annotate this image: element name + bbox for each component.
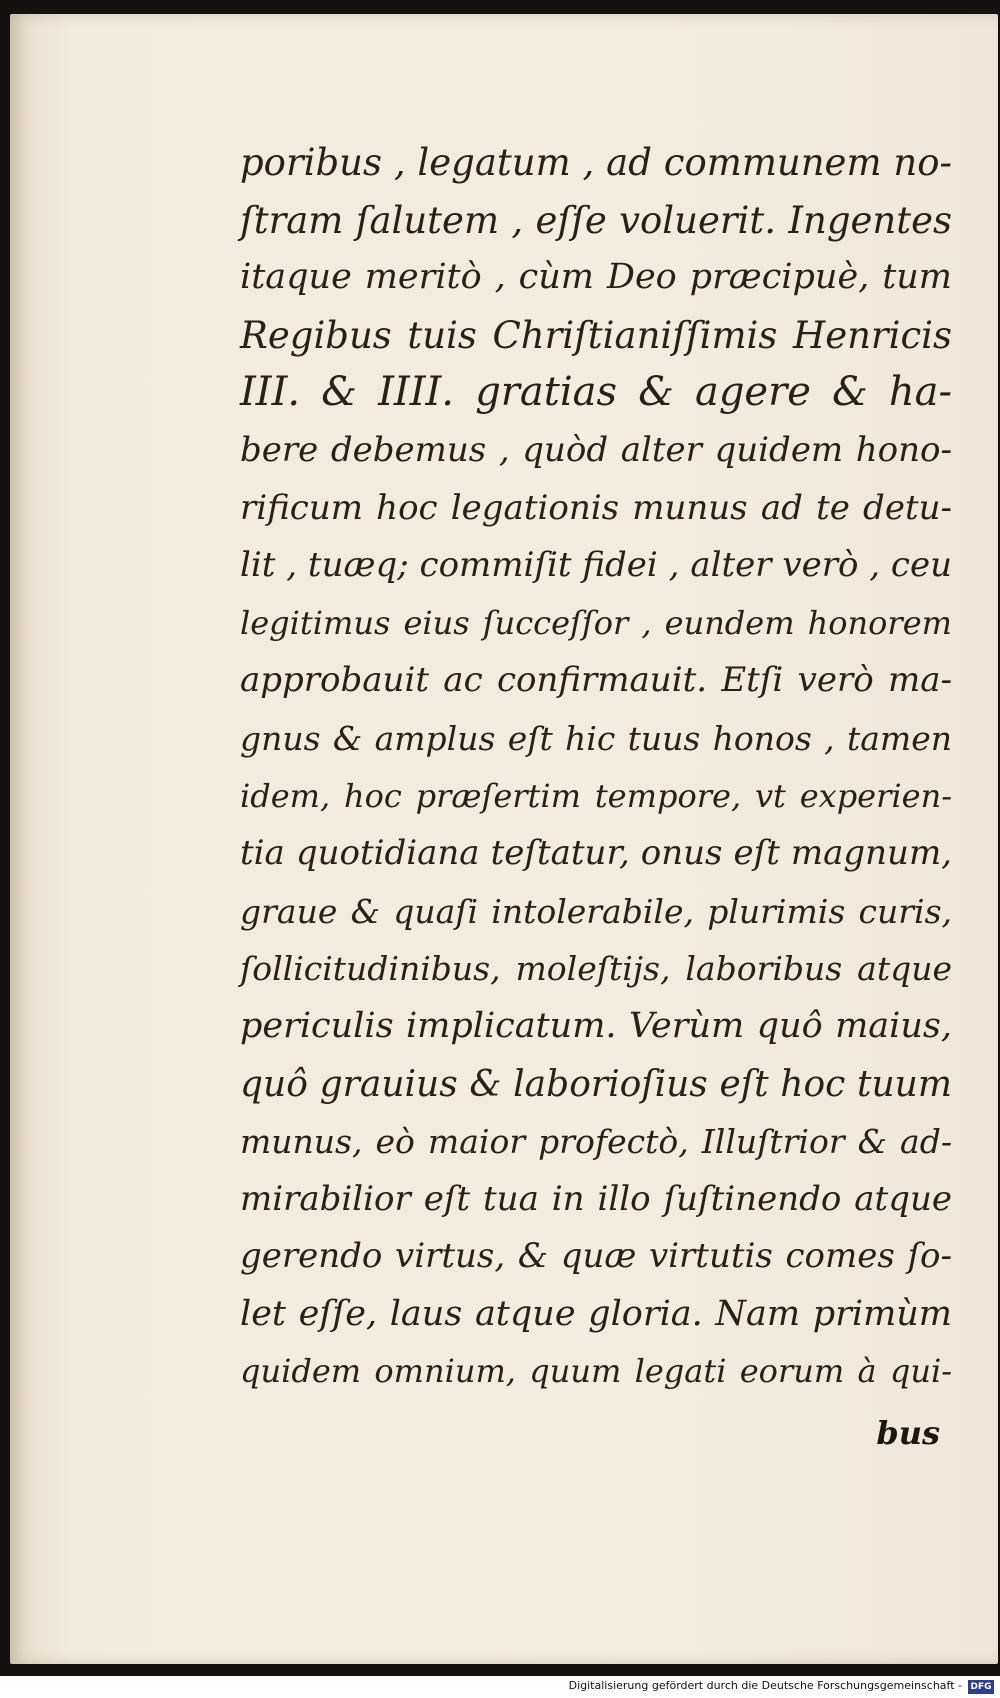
text-line: approbauit ac confirmauit. Etſi verò ma- [240,660,952,701]
funding-credit: Digitalisierung gefördert durch die Deutsche Forschungsgemeinschaft - [568,1679,962,1692]
text-line: gerendo virtus, & quæ virtutis comes ſo- [240,1236,952,1277]
text-line: ſtram ſalutem , eſſe voluerit. Ingentes [240,198,952,242]
text-line: bere debemus , quòd alter quidem hono- [240,429,952,470]
catchword: bus [876,1414,940,1452]
text-line: lit , tuæq; commiſit fidei , alter verò , ceu [240,545,952,586]
text-line: rificum hoc legationis munus ad te detu- [240,487,952,528]
text-line: quô grauius & laborioſius eſt hoc tuum [240,1063,952,1105]
text-line: tia quotidiana teſtatur, onus eſt magnum, [240,833,952,874]
text-line: idem, hoc præſertim tempore, vt experien- [240,776,952,815]
book-page [10,14,998,1664]
text-line: munus, eò maior profectò, Illuſtrior & ad- [240,1122,952,1162]
digitization-footer [0,1676,1000,1698]
text-line: poribus , legatum , ad communem no- [240,141,952,184]
text-line: III. & IIII. gratias & agere & ha- [240,369,952,416]
text-line: mirabilior eſt tua in illo ſuſtinendo atque [240,1178,952,1219]
text-line: legitimus eius ſucceſſor , eundem honorem [240,603,952,642]
text-line: itaque meritò , cùm Deo præcipuè, tum [240,257,952,298]
text-line: Regibus tuis Chriſtianiſſimis Henricis [240,313,952,357]
page-text [240,134,952,1401]
text-line: gnus & amplus eſt hic tuus honos , tamen [240,718,952,758]
text-line: graue & quaſi intolerabile, plurimis curis, [240,891,952,931]
dfg-logo: DFG [968,1680,994,1694]
text-line: let eſſe, laus atque gloria. Nam primùm [240,1293,952,1334]
text-line: periculis implicatum. Verùm quô maius, [240,1005,952,1046]
text-line: ſollicitudinibus, moleſtijs, laboribus atque [240,949,952,989]
text-line: quidem omnium, quum legati eorum à qui- [240,1352,952,1391]
